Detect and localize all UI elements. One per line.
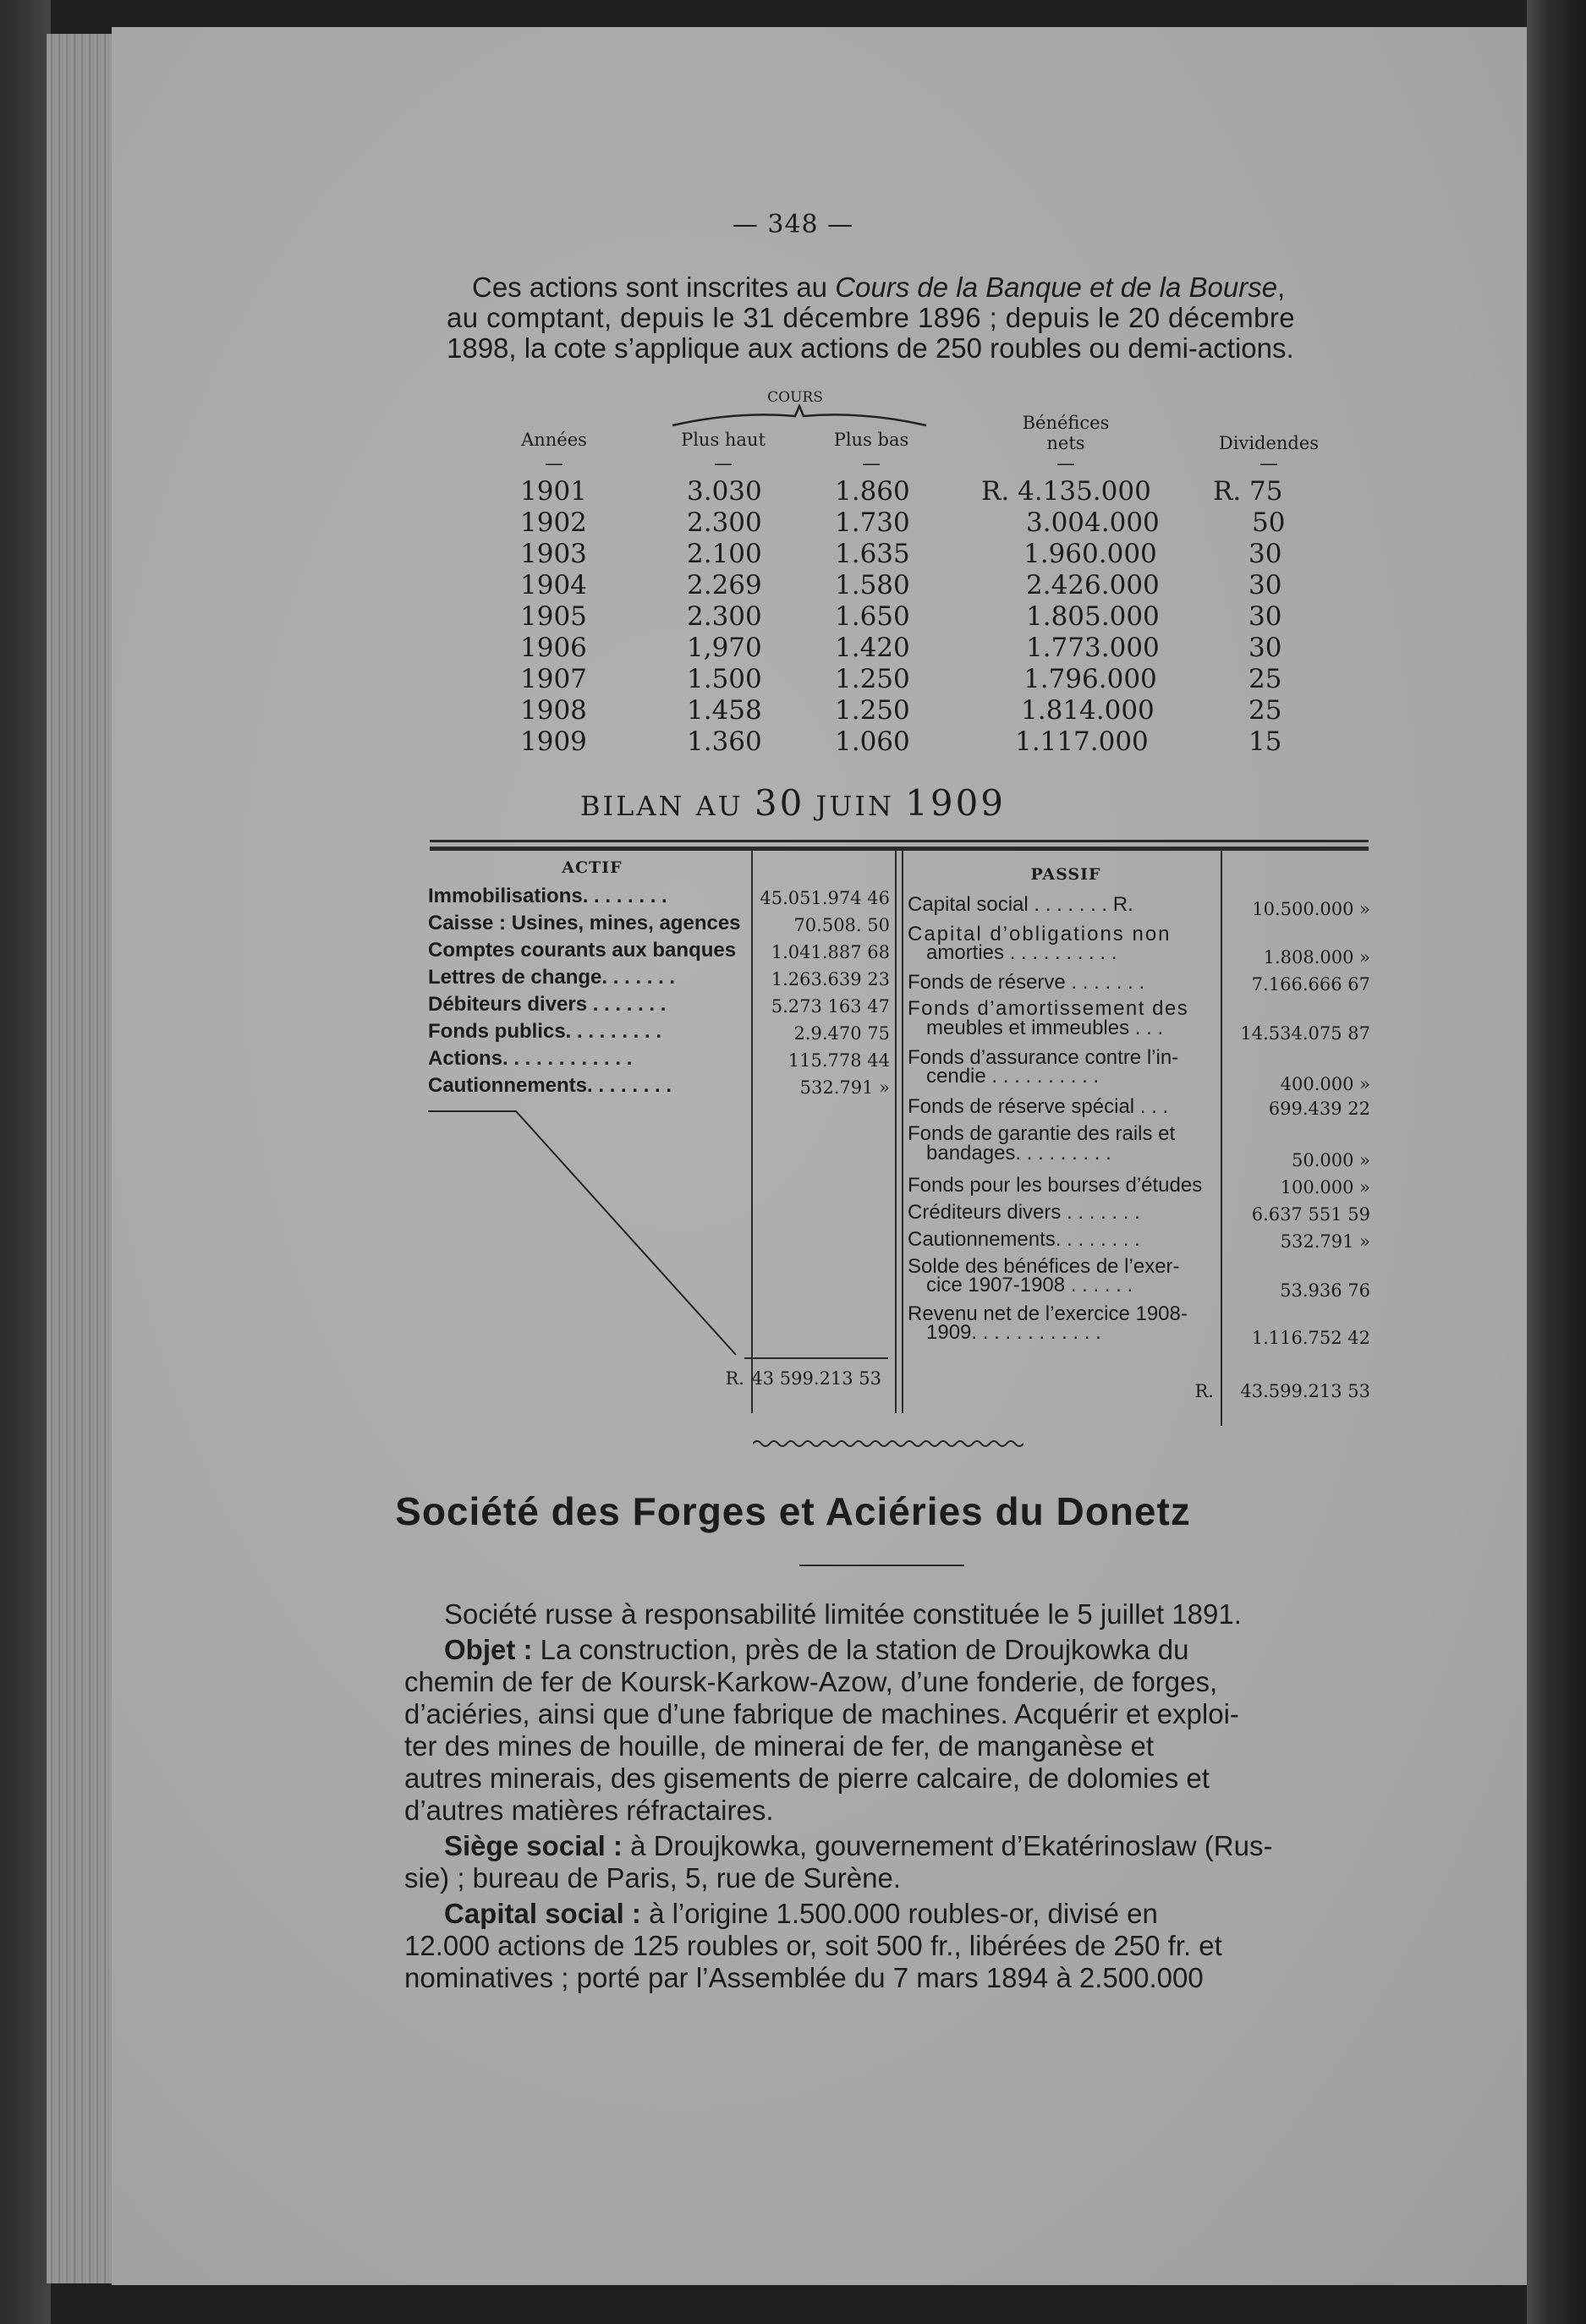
actif-value: 45.051.974 46	[760, 888, 890, 908]
bilan-divider	[902, 851, 903, 1413]
cell-plus-haut: 1.458	[687, 695, 762, 726]
bilan-divider	[1221, 851, 1222, 1426]
passif-label: Solde des bénéfices de l’exer-	[908, 1255, 1180, 1278]
paragraph-capital-line: 12.000 actions de 125 roubles or, soit 500 fr., libérées de 250 fr. et	[404, 1930, 1222, 1961]
passif-label: Fonds de réserve . . . . . . .	[908, 971, 1145, 994]
passif-total-prefix: R.	[1194, 1381, 1214, 1401]
paragraph-siege-line: sie) ; bureau de Paris, 5, rue de Surène.	[404, 1862, 902, 1894]
passif-label: Fonds de réserve spécial . . .	[908, 1095, 1169, 1118]
intro-text: Ces actions sont inscrites au	[472, 271, 836, 303]
passif-value: 1.808.000 »	[1263, 947, 1370, 967]
actif-label: Cautionnements. . . . . . . .	[428, 1074, 672, 1097]
intro-line-3: 1898, la cote s’applique aux actions de 250 roubles ou demi-actions.	[447, 332, 1294, 364]
page-number: — 348 —	[732, 210, 854, 239]
cell-dividende: 30	[1248, 539, 1282, 569]
passif-label: cice 1907-1908 . . . . . .	[926, 1274, 1133, 1296]
cell-plus-bas: 1.730	[835, 507, 910, 538]
passif-label: Capital d’obligations non	[908, 923, 1172, 945]
passif-value: 7.166.666 67	[1251, 974, 1370, 995]
actif-label: Débiteurs divers . . . . . . .	[428, 993, 667, 1016]
passif-label: Fonds d’amortissement des	[908, 997, 1189, 1020]
section-title-rule	[799, 1565, 964, 1566]
objet-label: Objet :	[444, 1634, 533, 1665]
cell-plus-bas: 1.635	[835, 539, 910, 569]
intro-paragraph	[447, 272, 1386, 364]
cell-plus-haut: 2.300	[687, 601, 762, 632]
passif-value: 53.936 76	[1280, 1280, 1370, 1301]
wavy-separator	[753, 1438, 1023, 1450]
objet-text: La construction, près de la station de Droujkowka du	[532, 1634, 1189, 1665]
passif-heading: PASSIF	[1030, 865, 1101, 884]
cours-brace	[668, 404, 930, 430]
header-dash-plus-haut: —	[714, 453, 733, 474]
passif-label: bandages. . . . . . . . .	[926, 1142, 1111, 1165]
cell-dividende: R. 75	[1213, 476, 1283, 507]
cell-benefices: 1.117.000	[1015, 726, 1149, 757]
actif-label: Actions. . . . . . . . . . . .	[428, 1047, 633, 1070]
header-benefices: Bénéfices	[1022, 413, 1110, 433]
paragraph-objet-line: autres minerais, des gisements de pierre calcaire, de dolomies et	[404, 1762, 1210, 1794]
intro-line-2: au comptant, depuis le 31 décembre 1896 ; depuis le 20 décembre	[447, 302, 1296, 333]
actif-label: Fonds publics. . . . . . . . .	[428, 1020, 662, 1043]
scan-border-right	[1527, 0, 1586, 2324]
actif-label: Caisse : Usines, mines, agences	[428, 912, 741, 935]
bilan-top-rule-2	[430, 847, 1369, 851]
paragraph-objet-line: chemin de fer de Koursk-Karkow-Azow, d’une fonderie, de forges,	[404, 1666, 1218, 1697]
cell-plus-haut: 3.030	[687, 476, 762, 507]
header-dash-benefices: —	[1056, 453, 1075, 474]
paragraph-capital-line	[404, 1898, 1352, 1930]
actif-value: 70.508. 50	[793, 915, 890, 935]
cell-plus-bas: 1.250	[835, 695, 910, 726]
cell-dividende: 15	[1248, 726, 1282, 757]
cours-label: COURS	[767, 389, 823, 406]
passif-label: Capital social . . . . . . . R.	[908, 893, 1133, 916]
actif-value: 1.263.639 23	[771, 969, 890, 989]
intro-line-1	[447, 272, 1386, 303]
passif-value: 6.637 551 59	[1251, 1204, 1370, 1225]
passif-label: amorties . . . . . . . . . .	[926, 941, 1117, 964]
actif-heading: ACTIF	[562, 858, 623, 877]
cell-benefices: 2.426.000	[1026, 570, 1160, 600]
header-annees: Années	[521, 430, 587, 450]
passif-label: cendie . . . . . . . . . .	[926, 1065, 1100, 1088]
paragraph-objet-line: d’aciéries, ainsi que d’une fabrique de machines. Acquérir et exploi-	[404, 1698, 1239, 1729]
header-plus-haut: Plus haut	[681, 430, 766, 450]
passif-label: Fonds d’assurance contre l’in-	[908, 1046, 1179, 1069]
cell-benefices: 1.773.000	[1026, 633, 1160, 663]
cell-plus-bas: 1.420	[835, 633, 910, 663]
cell-annee: 1902	[520, 507, 587, 538]
passif-value: 1.116.752 42	[1251, 1328, 1370, 1348]
actif-value: 115.778 44	[788, 1050, 890, 1071]
cell-plus-bas: 1.650	[835, 601, 910, 632]
cell-annee: 1907	[520, 664, 587, 694]
cell-dividende: 30	[1248, 601, 1282, 632]
cell-annee: 1906	[520, 633, 587, 663]
passif-label: Fonds pour les bourses d’études	[908, 1174, 1203, 1197]
bilan-divider	[895, 851, 897, 1413]
header-dash-dividendes: —	[1259, 453, 1278, 474]
passif-label: Revenu net de l’exercice 1908-	[908, 1302, 1188, 1325]
bilan-title-part: JUIN	[804, 790, 906, 822]
passif-value: 400.000 »	[1280, 1074, 1370, 1094]
header-dash-plus-bas: —	[862, 453, 881, 474]
passif-label: Fonds de garantie des rails et	[908, 1122, 1176, 1145]
cell-plus-bas: 1.580	[835, 570, 910, 600]
passif-total: 43.599.213 53	[1240, 1381, 1370, 1401]
actif-value: 532.791 »	[799, 1077, 890, 1098]
cell-plus-haut: 1.360	[687, 726, 762, 757]
header-dividendes: Dividendes	[1218, 433, 1320, 453]
bilan-title-day: 30	[754, 782, 805, 824]
passif-value: 10.500.000 »	[1252, 899, 1370, 919]
cell-dividende: 25	[1248, 664, 1282, 694]
passif-value: 14.534.075 87	[1240, 1023, 1370, 1044]
paragraph-objet-line: ter des mines de houille, de minerai de fer, de manganèse et	[404, 1730, 1155, 1762]
header-plus-bas: Plus bas	[833, 430, 909, 450]
siege-text: à Droujkowka, gouvernement d’Ekatérinoslaw (Rus-	[622, 1830, 1273, 1861]
cell-plus-bas: 1.860	[835, 476, 910, 507]
bilan-title-part: BILAN AU	[579, 790, 755, 822]
actif-value: 2.9.470 75	[793, 1023, 890, 1044]
cell-plus-haut: 2.300	[687, 507, 762, 538]
actif-value: 1.041.887 68	[771, 942, 890, 962]
bilan-title	[0, 782, 1586, 824]
cell-plus-haut: 2.269	[687, 570, 762, 600]
cell-benefices: 3.004.000	[1026, 507, 1160, 538]
cell-benefices: 1.814.000	[1021, 695, 1155, 726]
actif-label: Immobilisations. . . . . . . .	[428, 885, 667, 907]
passif-value: 100.000 »	[1280, 1177, 1370, 1198]
cell-annee: 1903	[520, 539, 587, 569]
paragraph-objet-line: d’autres matières réfractaires.	[404, 1795, 774, 1826]
cell-annee: 1908	[520, 695, 587, 726]
cell-annee: 1909	[520, 726, 587, 757]
scan-border-left	[0, 0, 51, 2324]
paragraph-objet-line	[404, 1634, 1352, 1666]
actif-value: 5.273 163 47	[771, 996, 890, 1017]
passif-label: 1909. . . . . . . . . . . .	[926, 1321, 1101, 1344]
cell-dividende: 30	[1248, 633, 1282, 663]
cell-dividende: 30	[1248, 570, 1282, 600]
passif-value: 50.000 »	[1291, 1150, 1370, 1170]
cell-plus-bas: 1.250	[835, 664, 910, 694]
cell-annee: 1901	[520, 476, 587, 507]
cell-plus-haut: 2.100	[687, 539, 762, 569]
paragraph-capital-line: nominatives ; porté par l’Assemblée du 7 mars 1894 à 2.500.000	[404, 1962, 1204, 1993]
passif-value: 532.791 »	[1280, 1231, 1370, 1252]
cell-plus-bas: 1.060	[835, 726, 910, 757]
passif-label: Créditeurs divers . . . . . . .	[908, 1201, 1140, 1224]
cell-annee: 1904	[520, 570, 587, 600]
capital-label: Capital social :	[444, 1898, 641, 1929]
actif-filler-stroke	[423, 1108, 744, 1362]
cell-dividende: 50	[1252, 507, 1286, 538]
paragraph-constitution: Société russe à responsabilité limitée constituée le 5 juillet 1891.	[444, 1598, 1242, 1630]
cell-benefices: R. 4.135.000	[981, 476, 1151, 507]
actif-total-rule	[744, 1357, 888, 1359]
intro-publication-title: Cours de la Banque et de la Bourse	[835, 271, 1278, 303]
siege-label: Siège social :	[444, 1830, 623, 1861]
header-nets: nets	[1046, 433, 1085, 453]
actif-label: Comptes courants aux banques	[428, 939, 737, 962]
paragraph-siege-line	[404, 1830, 1352, 1862]
passif-label: Cautionnements. . . . . . . .	[908, 1228, 1140, 1251]
capital-text: à l’origine 1.500.000 roubles-or, divisé en	[640, 1898, 1158, 1929]
body-text	[404, 1598, 1352, 1994]
header-dash-annees: —	[545, 453, 563, 474]
cell-plus-haut: 1,970	[687, 633, 762, 663]
cell-plus-haut: 1.500	[687, 664, 762, 694]
section-title: Société des Forges et Aciéries du Donetz	[395, 1489, 1191, 1533]
actif-total: 43 599.213 53	[751, 1368, 881, 1389]
passif-value: 699.439 22	[1268, 1099, 1370, 1119]
cell-dividende: 25	[1248, 695, 1282, 726]
cell-benefices: 1.960.000	[1023, 539, 1157, 569]
intro-comma: ,	[1277, 271, 1286, 303]
actif-label: Lettres de change. . . . . . .	[428, 966, 676, 989]
cell-annee: 1905	[520, 601, 587, 632]
cell-benefices: 1.805.000	[1026, 601, 1160, 632]
bilan-top-rule	[430, 840, 1369, 842]
actif-total-prefix: R.	[725, 1368, 744, 1389]
cell-benefices: 1.796.000	[1023, 664, 1157, 694]
bilan-title-year: 1909	[905, 782, 1007, 824]
passif-label: meubles et immeubles . . .	[926, 1017, 1164, 1039]
